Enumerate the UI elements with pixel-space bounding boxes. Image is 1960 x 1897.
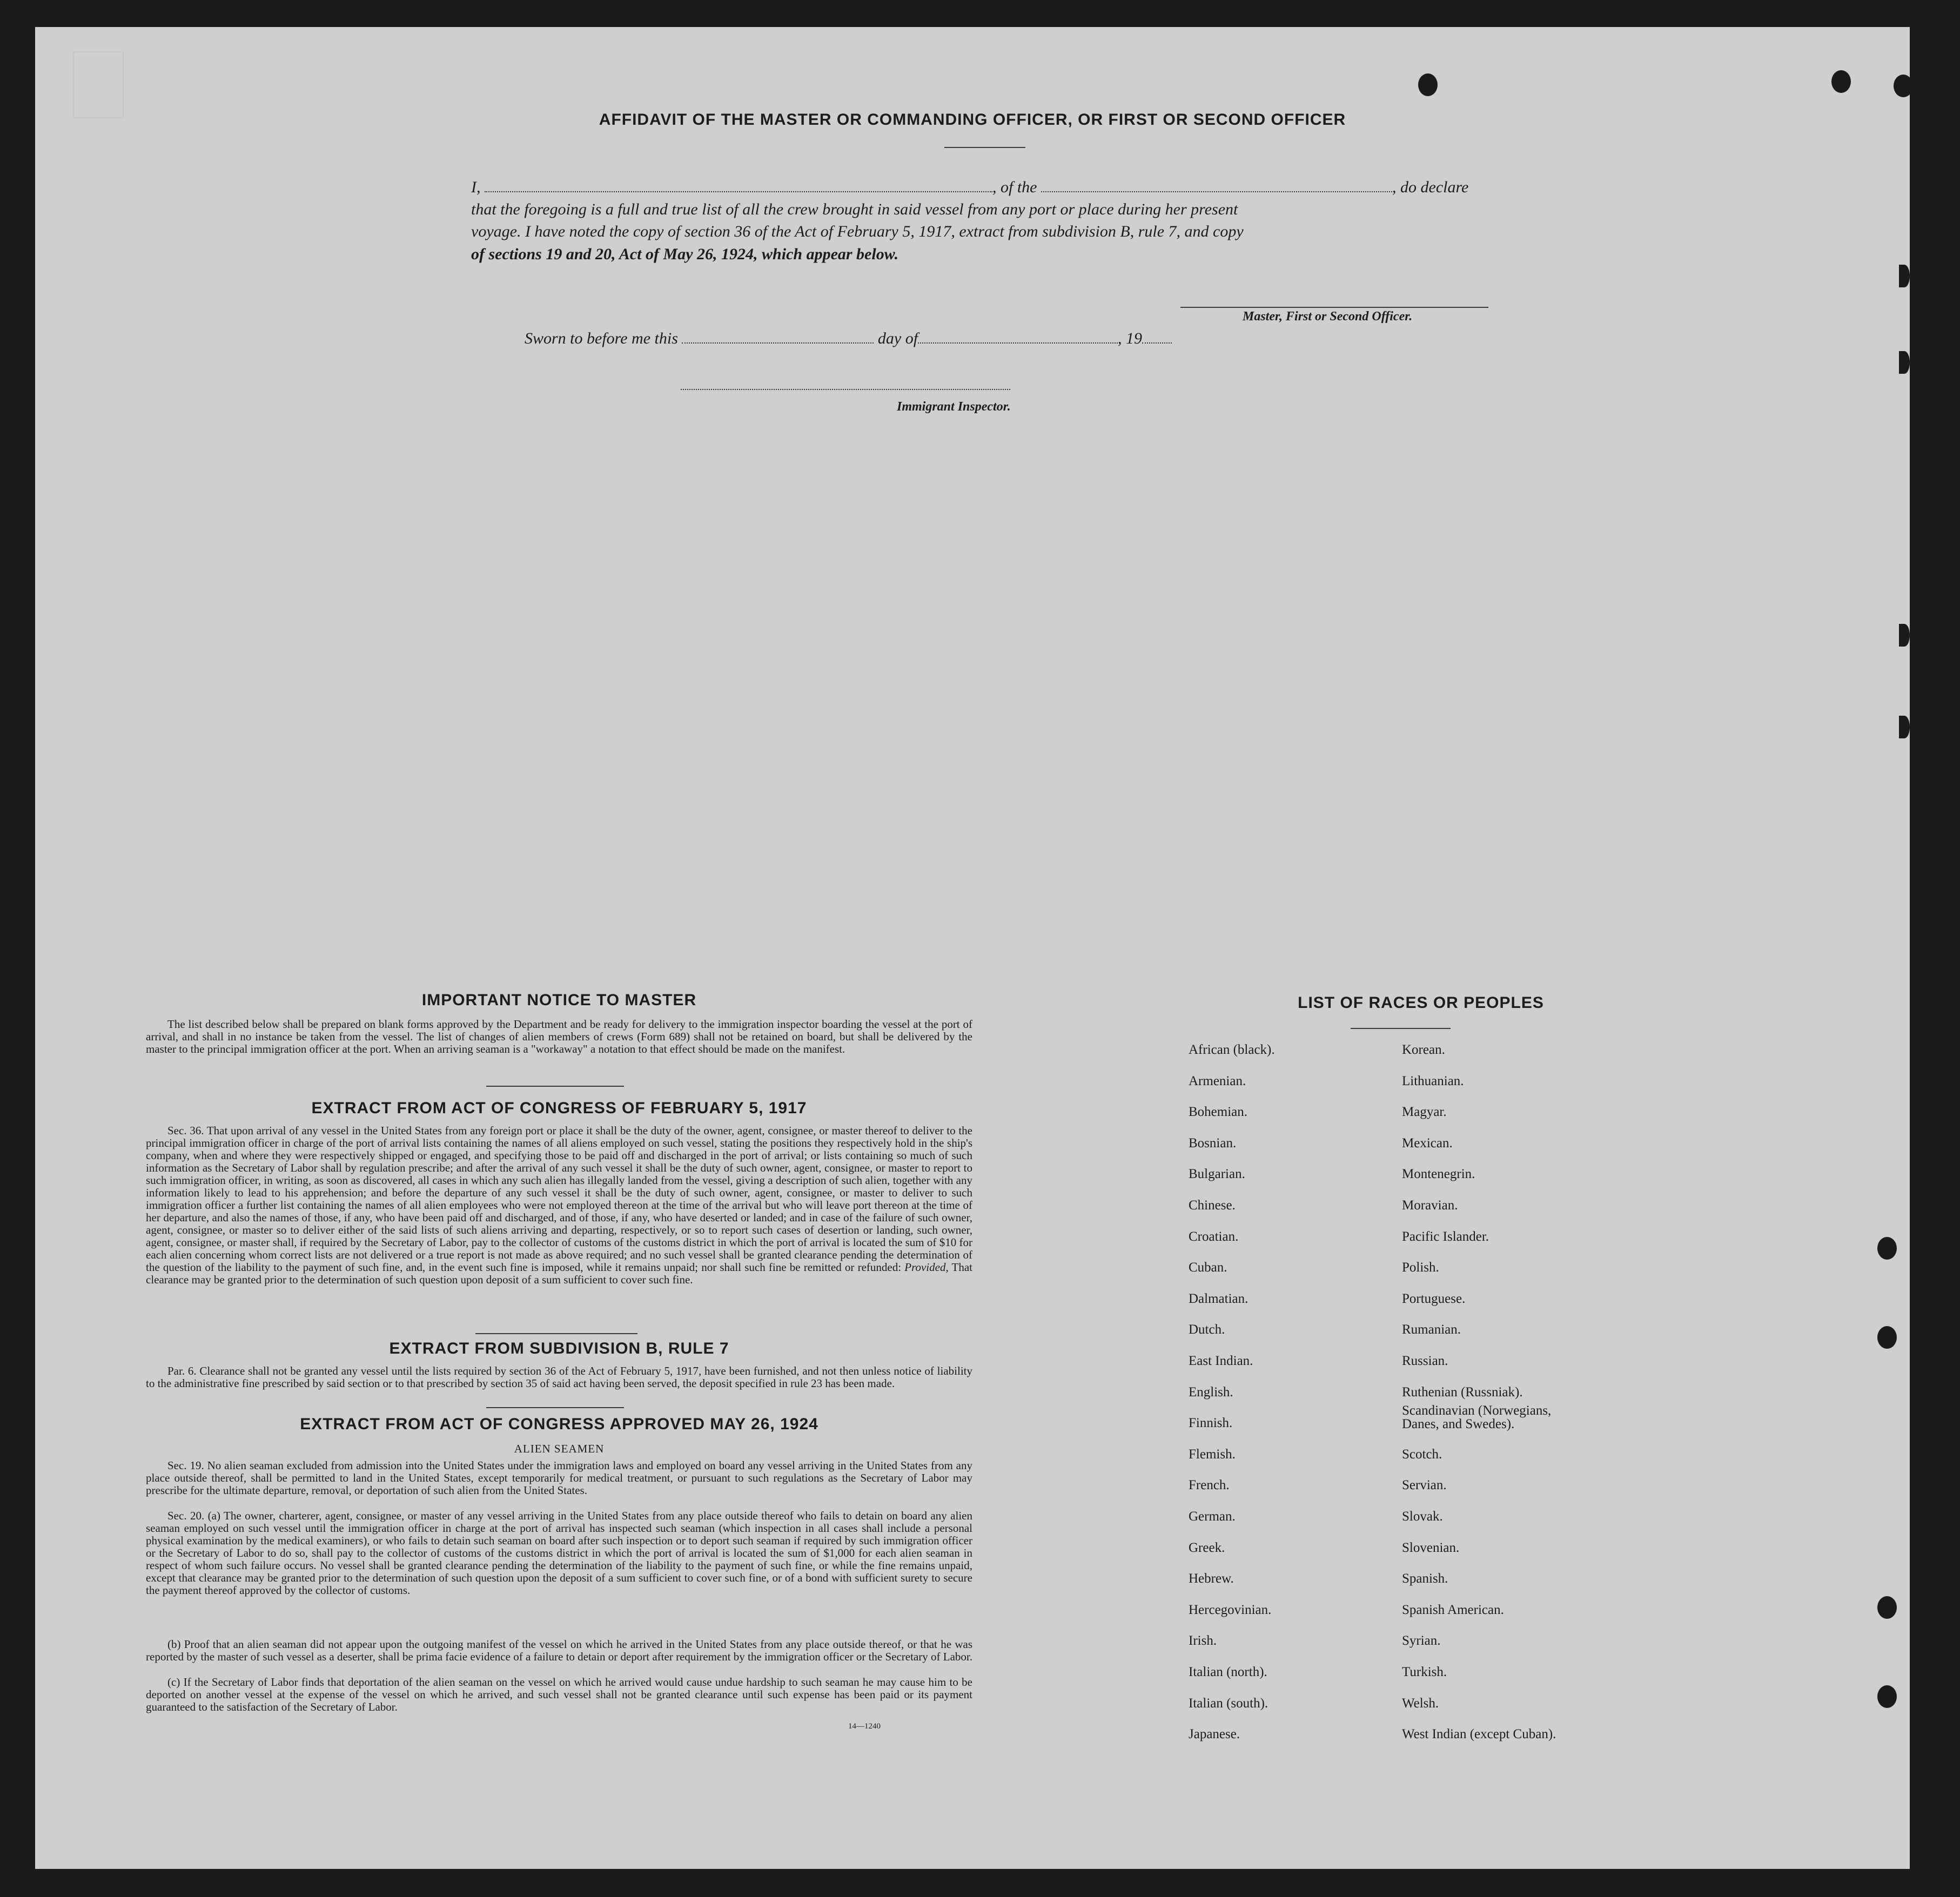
- race-item: Pacific Islander.: [1402, 1229, 1489, 1244]
- sworn-day-blank[interactable]: [682, 342, 874, 344]
- races-title-underline: [1351, 1028, 1451, 1029]
- race-item: Welsh.: [1402, 1696, 1439, 1711]
- divider: [486, 1407, 624, 1408]
- race-item: West Indian (except Cuban).: [1402, 1727, 1556, 1742]
- race-item: Irish.: [1189, 1633, 1217, 1649]
- race-item: Croatian.: [1189, 1229, 1239, 1244]
- race-item: Korean.: [1402, 1042, 1445, 1057]
- race-item: Spanish.: [1402, 1571, 1448, 1586]
- extract-1917-proviso: Provided,: [904, 1261, 949, 1274]
- race-item: Russian.: [1402, 1354, 1448, 1368]
- punch-hole: [1899, 265, 1910, 287]
- affidavit-of-the-text: , of the: [992, 178, 1037, 196]
- race-item: Bohemian.: [1189, 1105, 1248, 1120]
- notice-title: IMPORTANT NOTICE TO MASTER: [421, 991, 697, 1009]
- signature-label: Master, First or Second Officer.: [1243, 310, 1413, 324]
- race-item: Cuban.: [1189, 1260, 1227, 1275]
- race-item: African (black).: [1189, 1042, 1275, 1057]
- race-item: Hercegovinian.: [1189, 1602, 1272, 1617]
- affidavit-title: AFFIDAVIT OF THE MASTER OR COMMANDING OFFICER, OR FIRST OR SECOND OFFICER: [599, 111, 1346, 129]
- sworn-month-blank[interactable]: [918, 342, 1118, 344]
- race-item: Slovak.: [1402, 1509, 1443, 1524]
- race-item: East Indian.: [1189, 1354, 1253, 1368]
- punch-hole: [1877, 1326, 1897, 1349]
- race-item: Spanish American.: [1402, 1602, 1504, 1617]
- form-number: 14—1240: [848, 1722, 881, 1731]
- signature-line[interactable]: [1180, 307, 1488, 308]
- race-item: Turkish.: [1402, 1665, 1447, 1679]
- race-item: German.: [1189, 1509, 1236, 1524]
- sworn-year: , 19: [1118, 329, 1143, 347]
- divider: [475, 1333, 637, 1334]
- race-item: Flemish.: [1189, 1447, 1236, 1462]
- race-item: Bosnian.: [1189, 1135, 1237, 1151]
- affidavit-line-1: [471, 178, 1468, 197]
- sworn-line: [525, 329, 1172, 348]
- race-item: Scotch.: [1402, 1447, 1442, 1462]
- extract-1917-section-end: That clearance may be granted prior to the determination of such question upon deposit of a sum sufficient to cover such fine.: [146, 1261, 973, 1286]
- race-item: Polish.: [1402, 1260, 1439, 1275]
- extract-1924-subtitle: ALIEN SEAMEN: [514, 1442, 605, 1455]
- extract-1917-body: [146, 1125, 972, 1286]
- affidavit-line-2: that the foregoing is a full and true list of all the crew brought in said vessel from any port or place during her present: [471, 200, 1238, 218]
- punch-hole: [1877, 1685, 1897, 1708]
- race-item: Japanese.: [1189, 1727, 1240, 1742]
- extract-1917-title: EXTRACT FROM ACT OF CONGRESS OF FEBRUARY 5, 1917: [311, 1099, 807, 1117]
- race-item: Servian.: [1402, 1478, 1447, 1493]
- race-item: Moravian.: [1402, 1198, 1458, 1213]
- race-item: Portuguese.: [1402, 1291, 1466, 1306]
- extract-1924-title: EXTRACT FROM ACT OF CONGRESS APPROVED MAY 26, 1924: [300, 1415, 818, 1433]
- race-item: Ruthenian (Russniak).: [1402, 1384, 1523, 1400]
- punch-hole: [1831, 70, 1851, 93]
- race-item: English.: [1189, 1384, 1233, 1400]
- punch-hole: [1894, 75, 1913, 97]
- race-item: Bulgarian.: [1189, 1167, 1245, 1182]
- affidavit-line-4: of sections 19 and 20, Act of May 26, 1924, which appear below.: [471, 245, 899, 263]
- race-item: Rumanian.: [1402, 1322, 1461, 1337]
- sec-20c-body: (c) If the Secretary of Labor finds that deportation of the alien seaman on the vessel on which he arrived would cause undue hardship to such seaman he may cause him to be deported on another vessel at the expense of the vessel on which he arrived, and such vessel shall not be granted clearance until such expense has been paid or its payment guaranteed to the satisfaction of the Secretary of Labor.: [146, 1676, 972, 1713]
- affidavit-i-text: I,: [471, 178, 481, 196]
- race-item: Lithuanian.: [1402, 1073, 1464, 1088]
- extract-1917-section: Sec. 36. That upon arrival of any vessel in the United States from any foreign port or place it shall be the duty of the owner, agent, consignee, or master thereof to deliver to the principal immigration officer in charge of the port of arrival lists containing the names of all aliens employed on such vessel, stating the positions they respectively hold in the ship's company, when and where they were respectively shipped or engaged, and specifying those to be paid off and discharged in the port of arrival; or lists containing so much of such information as the Secretary of Labor shall by regulation prescribe; and after the arrival of any such vessel it shall be the duty of such owner, agent, consignee, or master to report to such immigration officer, in writing, as soon as discovered, all cases in which any such alien has illegally landed from the vessel, giving a description of such alien, together with any information likely to lead to his apprehension; and before the departure of any such vessel it shall be the duty of such owner, agent, consignee, or master to deliver to such immigration officer a further list containing the names of all alien employees who were not employed thereon at the time of the arrival but who will leave port thereon at the time of her departure, and also the names of those, if any, who have been paid off and discharged, and of those, if any, who have deserted or landed; and in case of the failure of such owner, agent, consignee, or master so to deliver either of the said lists of such aliens arriving and departing, respectively, or so to report such cases of desertion or landing, such owner, agent, consignee, or master shall, if required by the Secretary of Labor, pay to the collector of customs of the customs district in which the port of arrival is located the sum of $10 for each alien concerning whom correct lists are not delivered or a true report is not made as above required; and no such vessel shall be granted clearance pending the determination of the question of the liability to the payment of such fine, and, in the event such fine is imposed, while it remains unpaid; nor shall such fine be remitted or refunded:: [146, 1124, 972, 1274]
- document-sheet: [35, 27, 1910, 1869]
- vessel-blank[interactable]: [1041, 191, 1392, 192]
- punch-hole: [1418, 73, 1438, 96]
- race-item: Slovenian.: [1402, 1540, 1460, 1555]
- race-item: Dalmatian.: [1189, 1291, 1249, 1306]
- race-item: Finnish.: [1189, 1416, 1233, 1431]
- notice-body: The list described below shall be prepared on blank forms approved by the Department and be ready for delivery to the immigration inspector boarding the vessel at the port of arrival, and shall in no instance be taken from the vessel. The list of changes of alien members of crews (Form 689) shall not be retained on board, but shall be delivered by the master to the principal immigration officer at the port. When an arriving seaman is a "workaway" a notation to that effect should be made on the manifest.: [146, 1018, 972, 1055]
- title-underline: [944, 147, 1025, 148]
- sec-19-body: Sec. 19. No alien seaman excluded from admission into the United States under the immigration laws and employed on board any vessel arriving in the United States from any place outside thereof, shall be permitted to land in the United States, except temporarily for medical treatment, or pursuant to such regulations as the Secretary of Labor may prescribe for the ultimate departure, removal, or deportation of such alien from the United States.: [146, 1459, 972, 1497]
- race-item: French.: [1189, 1478, 1230, 1493]
- sworn-year-blank[interactable]: [1142, 342, 1172, 344]
- rule-7-title: EXTRACT FROM SUBDIVISION B, RULE 7: [389, 1340, 729, 1357]
- race-item: Italian (north).: [1189, 1665, 1267, 1679]
- affidavit-declare-text: , do declare: [1392, 178, 1469, 196]
- sec-20b-body: (b) Proof that an alien seaman did not appear upon the outgoing manifest of the vessel on which he arrived in the United States from any place outside thereof, or that he was reported by the master of such vessel as a deserter, shall be prima facie evidence of a failure to detain or deport after requirement by the immigration officer or the Secretary of Labor.: [146, 1638, 972, 1663]
- race-item: Montenegrin.: [1402, 1167, 1475, 1182]
- race-item: Italian (south).: [1189, 1696, 1268, 1711]
- race-item: Chinese.: [1189, 1198, 1236, 1213]
- race-item: Dutch.: [1189, 1322, 1225, 1337]
- punch-hole: [1877, 1596, 1897, 1619]
- inspector-signature-line[interactable]: [681, 389, 1010, 390]
- rule-7-body: Par. 6. Clearance shall not be granted any vessel until the lists required by section 36 of the Act of February 5, 1917, have been furnished, and not then unless notice of liability to the administrative fine prescribed by said section or to that prescribed by section 35 of said act having been served, the deposit specified in rule 23 has been made.: [146, 1364, 972, 1390]
- corner-stamp-mark: [73, 51, 124, 118]
- race-item: Magyar.: [1402, 1105, 1447, 1120]
- punch-hole: [1899, 716, 1910, 738]
- race-item: Syrian.: [1402, 1633, 1441, 1649]
- divider: [486, 1086, 624, 1087]
- punch-hole: [1877, 1237, 1897, 1260]
- punch-hole: [1899, 624, 1910, 647]
- sec-20a-body: Sec. 20. (a) The owner, charterer, agent, consignee, or master of any vessel arriving in the United States from any place outside thereof who fails to detain on board any alien seaman employed on such vessel until the immigration officer in charge at the port of arrival has inspected such seaman (which inspection in all cases shall include a personal physical examination by the medical examiners), or who fails to detain such seaman on board after such inspection or to deport such seaman if required by such immigration officer or the Secretary of Labor to do so, shall pay to the collector of customs of the customs district in which the port of arrival is located the sum of $1,000 for each alien seaman in respect of whom such failure occurs. No vessel shall be granted clearance pending the determination of the liability to the payment of such fine, or while the fine remains unpaid, except that clearance may be granted prior to the determination of such question upon the deposit of a sum sufficient to cover such fine, or of a bond with sufficient surety to secure the payment thereof approved by the collector of customs.: [146, 1509, 972, 1597]
- inspector-label: Immigrant Inspector.: [897, 400, 1011, 414]
- affidavit-line-3: voyage. I have noted the copy of section 36 of the Act of February 5, 1917, extract from subdivision B, rule 7, and copy: [471, 223, 1244, 240]
- race-item: Scandinavian (Norwegians, Danes, and Swedes).: [1402, 1403, 1552, 1432]
- race-item: Armenian.: [1189, 1073, 1246, 1088]
- sworn-prefix: Sworn to before me this: [525, 329, 678, 347]
- race-item: Mexican.: [1402, 1135, 1453, 1151]
- sworn-day-of: day of: [877, 329, 918, 347]
- name-blank[interactable]: [485, 191, 992, 192]
- punch-hole: [1899, 351, 1910, 374]
- race-item: Hebrew.: [1189, 1571, 1234, 1586]
- race-item: Greek.: [1189, 1540, 1225, 1555]
- races-title: LIST OF RACES OR PEOPLES: [1298, 994, 1544, 1012]
